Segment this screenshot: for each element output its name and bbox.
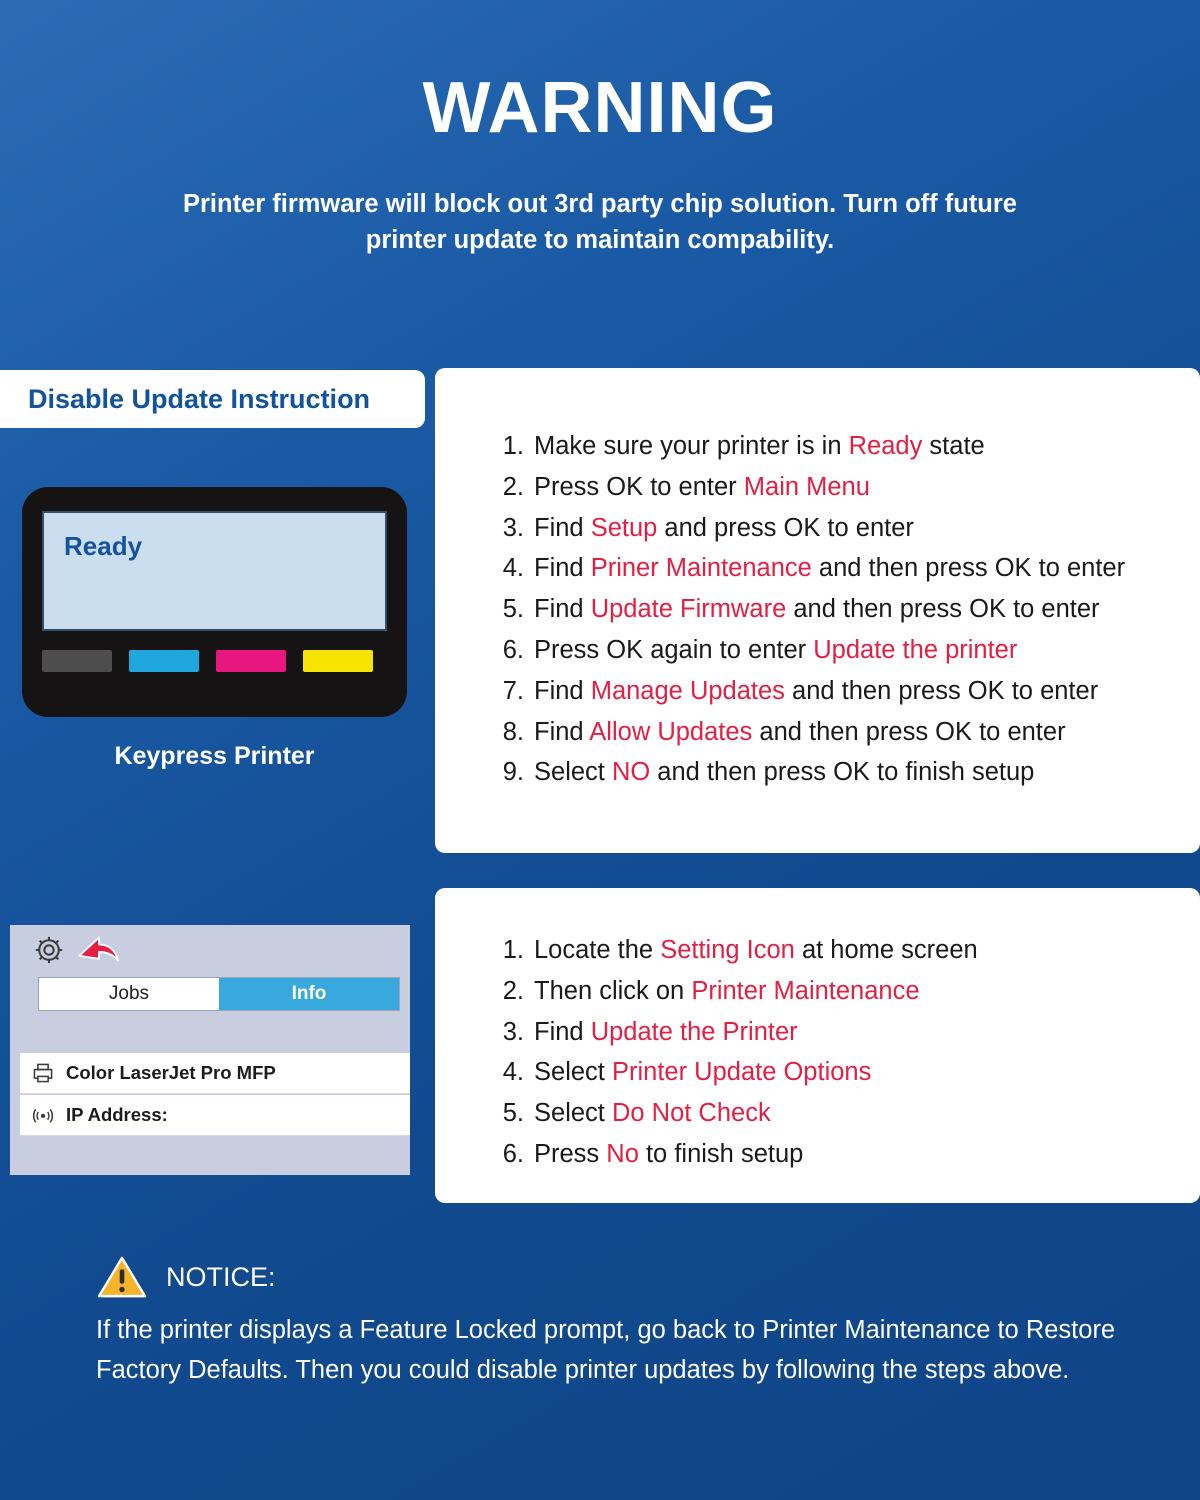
yellow-key[interactable]: [303, 650, 373, 672]
step-text: Select: [534, 1099, 612, 1128]
step-text: Press OK to enter: [534, 472, 744, 501]
tab-jobs[interactable]: [39, 978, 219, 1010]
step-number: 3.: [502, 1017, 524, 1046]
keypress-instructions-card: [435, 368, 1200, 853]
keypress-steps-list: [435, 368, 1200, 793]
step-number: 4.: [502, 1058, 524, 1087]
step-number: 2.: [502, 976, 524, 1005]
step-highlight: Update Firmware: [590, 595, 787, 624]
notice-header: [96, 1255, 1126, 1299]
list-item: [490, 467, 1200, 508]
step-number: 7.: [502, 676, 524, 705]
step-highlight: Printer Update Options: [611, 1058, 872, 1087]
step-text: and then press OK to enter: [786, 595, 1100, 624]
list-item: [490, 971, 1200, 1012]
list-item: [490, 752, 1200, 793]
notice-block: [96, 1255, 1126, 1390]
list-item: [490, 1093, 1200, 1134]
printer-model-label: Color LaserJet Pro MFP: [66, 1062, 276, 1083]
step-highlight: Priner Maintenance: [590, 554, 812, 583]
step-number: 2.: [502, 472, 524, 501]
step-text: Find: [534, 595, 591, 624]
step-text: Then click on: [534, 976, 692, 1005]
tab-info-label: Info: [291, 983, 327, 1004]
gear-icon[interactable]: [32, 933, 66, 967]
step-text: and then press OK to enter: [752, 717, 1066, 746]
list-item: [490, 426, 1200, 467]
list-item: [490, 630, 1200, 671]
list-item: [490, 1012, 1200, 1053]
step-text: Find: [534, 676, 591, 705]
keypress-printer-panel: [22, 487, 407, 717]
touchscreen-instructions-card: [435, 888, 1200, 1203]
warning-triangle-icon: [96, 1255, 148, 1299]
step-number: 3.: [502, 513, 524, 542]
list-item: [490, 589, 1200, 630]
list-item: [490, 548, 1200, 589]
tab-info[interactable]: [219, 978, 399, 1010]
list-item[interactable]: [20, 1095, 410, 1136]
step-number: 1.: [502, 432, 524, 460]
list-item: [490, 671, 1200, 712]
step-text: to finish setup: [638, 1139, 804, 1168]
step-text: Select: [534, 758, 612, 787]
list-item: [490, 1134, 1200, 1175]
touchscreen-tabs: [38, 977, 400, 1011]
list-item[interactable]: [20, 1053, 410, 1094]
touchscreen-steps-list: [435, 888, 1200, 1175]
step-text: Press OK again to enter: [534, 635, 814, 664]
list-item: [490, 508, 1200, 549]
step-text: Select: [534, 1058, 612, 1087]
step-highlight: Manage Updates: [590, 676, 785, 705]
step-highlight: No: [606, 1139, 639, 1168]
keypress-printer-caption: Keypress Printer: [114, 742, 315, 770]
header-subtitle: Printer firmware will block out 3rd party chip solution. Turn off future printer update to maintain compability.: [182, 190, 1017, 255]
tab-jobs-label: Jobs: [108, 983, 150, 1004]
step-text: at home screen: [794, 936, 978, 964]
printer-icon: [20, 1061, 66, 1085]
step-text: and then press OK to enter: [811, 554, 1126, 583]
step-highlight: Setup: [590, 513, 658, 542]
step-text: Find: [534, 554, 591, 583]
step-highlight: Do Not Check: [611, 1099, 771, 1128]
header: [0, 0, 1200, 355]
step-text: Find: [534, 717, 590, 746]
step-number: 6.: [502, 635, 524, 664]
step-highlight: NO: [611, 758, 651, 787]
page-title: WARNING: [422, 68, 778, 148]
notice-label: NOTICE:: [166, 1261, 276, 1292]
cyan-key[interactable]: [129, 650, 199, 672]
step-highlight: Allow Updates: [589, 717, 753, 746]
step-text: and then press OK to finish setup: [650, 758, 1035, 787]
lcd-status-text: Ready: [64, 531, 143, 561]
step-highlight: Printer Maintenance: [691, 976, 920, 1005]
step-highlight: Setting Icon: [660, 936, 795, 964]
step-number: 5.: [502, 595, 524, 624]
lcd-screen: [42, 511, 387, 631]
touchscreen-printer-panel: [10, 925, 410, 1175]
notice-body: If the printer displays a Feature Locked prompt, go back to Printer Maintenance to Restore Factory Defaults. Then you could disable printer updates by following the steps above.: [96, 1316, 1116, 1384]
lcd-button-row: [42, 650, 387, 672]
step-number: 9.: [502, 758, 524, 787]
touchscreen-topbar: [10, 925, 410, 973]
step-text: Press: [534, 1139, 607, 1168]
step-number: 8.: [502, 717, 524, 746]
cursor-arrow-icon: [76, 933, 122, 971]
step-number: 1.: [502, 936, 524, 964]
step-highlight: Main Menu: [743, 472, 870, 501]
step-text: Find: [534, 513, 591, 542]
step-text: state: [922, 432, 985, 460]
list-item: [490, 712, 1200, 753]
step-highlight: Update the Printer: [590, 1017, 798, 1046]
step-text: Make sure your printer is in: [534, 432, 849, 460]
step-text: and then press OK to enter: [784, 676, 1099, 705]
step-number: 4.: [502, 554, 524, 583]
step-number: 6.: [502, 1139, 524, 1168]
step-highlight: Ready: [848, 432, 923, 460]
step-text: and press OK to enter: [657, 513, 914, 542]
section-label-text: Disable Update Instruction: [28, 383, 371, 414]
step-number: 5.: [502, 1099, 524, 1128]
step-highlight: Update the printer: [813, 635, 1018, 664]
black-key[interactable]: [42, 650, 112, 672]
step-text: Find: [534, 1017, 591, 1046]
list-item: [490, 1052, 1200, 1093]
list-item: [490, 930, 1200, 971]
section-label-disable-update: [0, 370, 425, 428]
magenta-key[interactable]: [216, 650, 286, 672]
wireless-icon: [20, 1103, 66, 1127]
step-text: Locate the: [534, 936, 661, 964]
ip-address-label: IP Address:: [66, 1104, 168, 1125]
